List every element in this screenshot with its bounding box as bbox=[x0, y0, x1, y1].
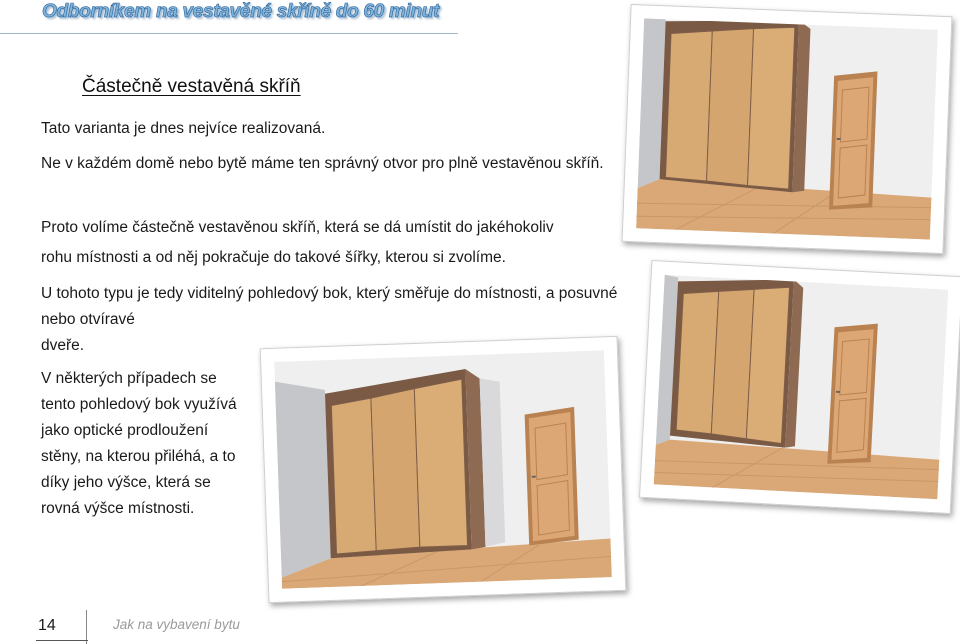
wardrobe-photo-3 bbox=[260, 336, 627, 603]
footer-book-title: Jak na vybavení bytu bbox=[113, 617, 240, 632]
wardrobe-photo-2 bbox=[639, 260, 960, 514]
paragraph-5-end: dveře. bbox=[41, 337, 85, 354]
paragraph-3: Proto volíme částečně vestavěnou skříň, která se dá umístit do jakéhokoliv bbox=[41, 219, 554, 236]
footer-divider bbox=[86, 610, 87, 644]
wardrobe-illustration-1 bbox=[636, 18, 938, 239]
paragraph-1: Tato varianta je dnes nejvíce realizovaná. bbox=[41, 120, 326, 137]
page-number: 14 bbox=[38, 617, 56, 634]
paragraph-4: rohu místnosti a od něj pokračuje do takové šířky, kterou si zvolíme. bbox=[41, 249, 506, 266]
paragraph-5-text: U tohoto typu je tedy viditelný pohledový bok, který směřuje do místnosti, a posuvné nebo otvíravé bbox=[41, 285, 618, 328]
section-title: Částečně vestavěná skříň bbox=[82, 76, 301, 97]
header-rule bbox=[0, 33, 458, 34]
paragraph-6: V některých případech se tento pohledový bok využívá jako optické prodloužení stěny, na kterou přiléhá, a to díky jeho výšce, která se rovná výšce místnosti. bbox=[41, 370, 237, 517]
wardrobe-illustration-2 bbox=[654, 275, 949, 500]
header-title: Odborníkem na vestavěné skříně do 60 minut bbox=[42, 1, 440, 22]
wardrobe-illustration-3 bbox=[274, 350, 612, 588]
paragraph-2: Ne v každém domě nebo bytě máme ten správný otvor pro plně vestavěnou skříň. bbox=[41, 155, 604, 172]
wardrobe-photo-1 bbox=[622, 4, 953, 254]
footer-underline bbox=[36, 640, 88, 641]
